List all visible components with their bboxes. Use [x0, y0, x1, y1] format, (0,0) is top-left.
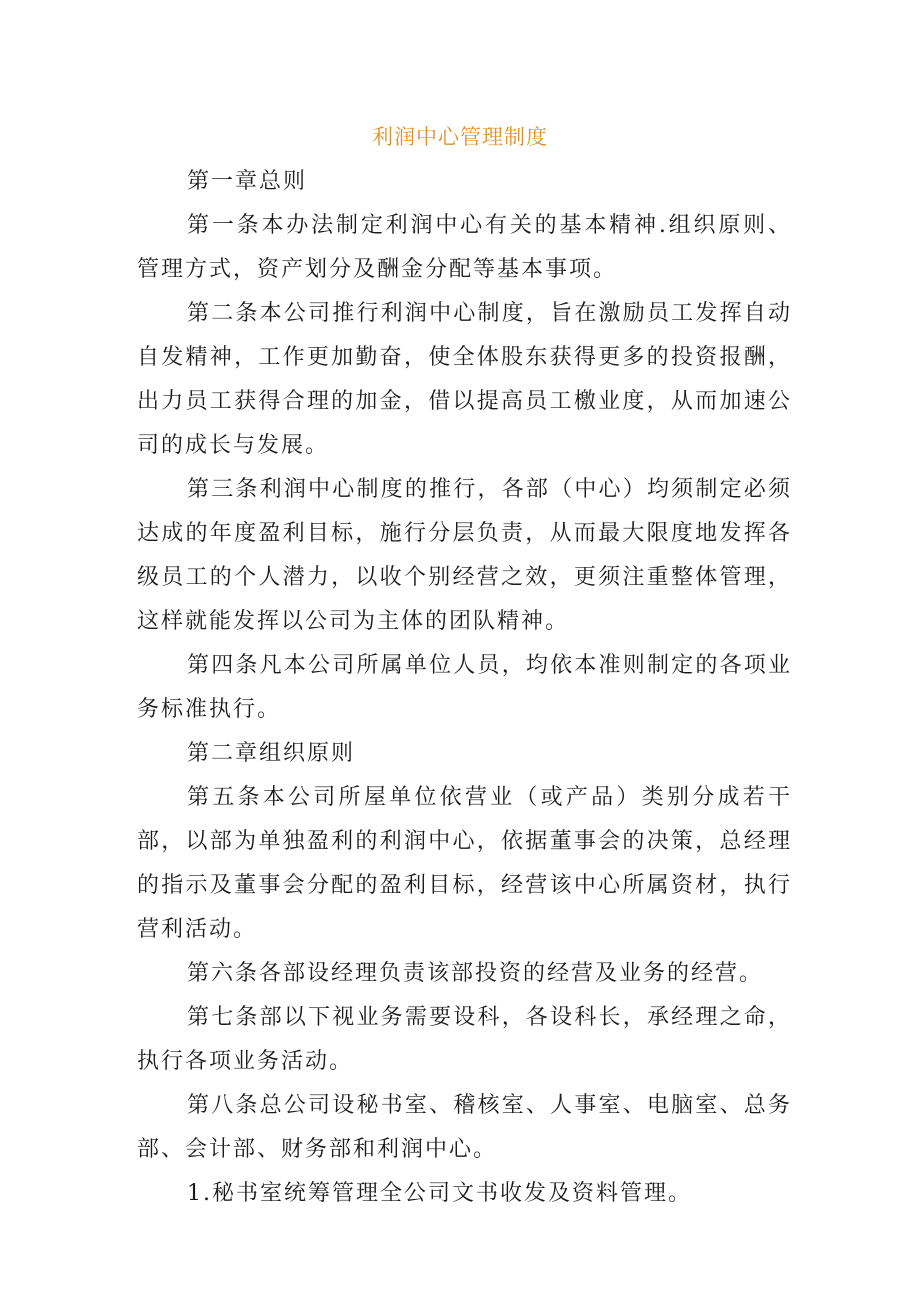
chapter-heading-1: 第一章总则 — [187, 169, 308, 194]
article-5: 第五条本公司所屋单位依营业（或产品）类别分成若干部，以部为单独盈利的利润中心，依据董事会的决策，总经理的指示及董事会分配的盈利目标，经营该中心所属资材，执行营利活动。 — [137, 785, 792, 942]
article-8: 第八条总公司设秘书室、稽核室、人事室、电脑室、总务部、会计部、财务部和利润中心。 — [137, 1093, 792, 1162]
article-1: 第一条本办法制定利润中心有关的基本精神.组织原则、管理方式，资产划分及酬金分配等基本事项。 — [137, 213, 792, 282]
document-title: 利润中心管理制度 — [372, 125, 548, 149]
article-7: 第七条部以下视业务需要设科，各设科长，承经理之命，执行各项业务活动。 — [137, 1005, 792, 1074]
list-item-1: 1.秘书室统筹管理全公司文书收发及资料管理。 — [187, 1181, 692, 1206]
article-3: 第三条利润中心制度的推行，各部（中心）均须制定必须达成的年度盈利目标，施行分层负责，从而最大限度地发挥各级员工的个人潜力，以收个别经营之效，更须注重整体管理，这样就能发挥以公司为主体的团队精神。 — [137, 477, 792, 634]
article-2: 第二条本公司推行利润中心制度，旨在激励员工发挥自动自发精神，工作更加勤奋，使全体股东获得更多的投资报酬，出力员工获得合理的加金，借以提高员工檄业度，从而加速公司的成长与发展。 — [137, 301, 792, 458]
article-4: 第四条凡本公司所属单位人员，均依本准则制定的各项业务标准执行。 — [137, 653, 792, 722]
document-body — [137, 160, 792, 1216]
article-6: 第六条各部设经理负责该部投资的经营及业务的经营。 — [187, 961, 764, 986]
chapter-heading-2: 第二章组织原则 — [187, 741, 356, 766]
